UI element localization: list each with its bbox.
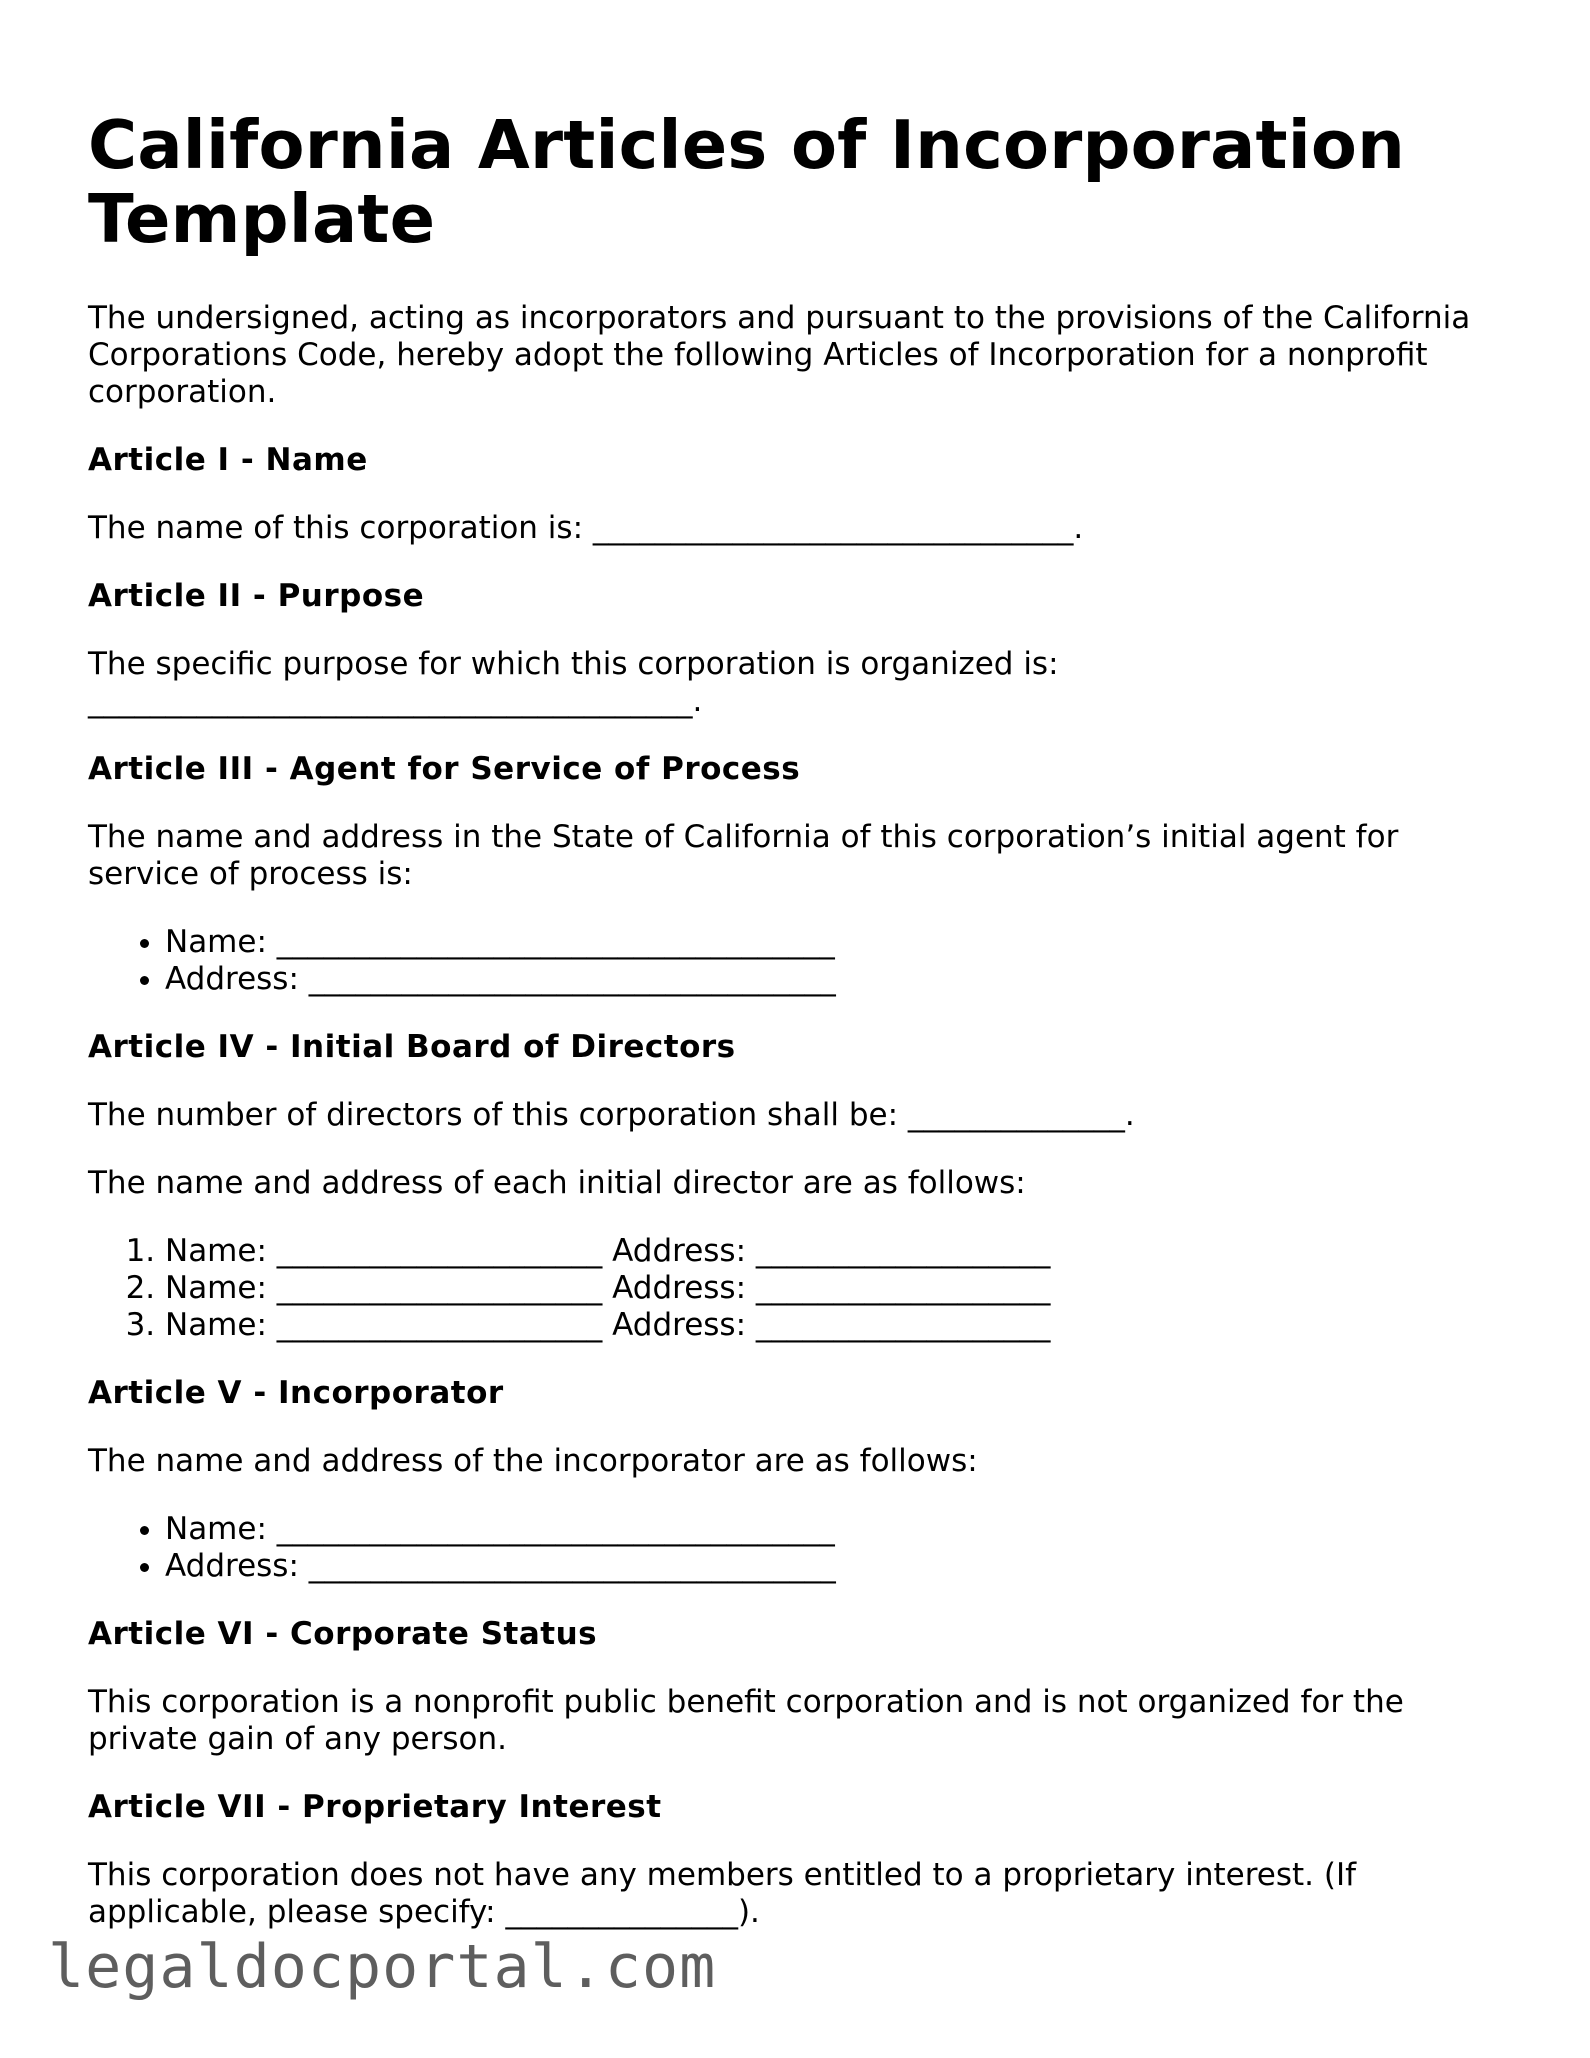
article-2-heading: Article II - Purpose: [88, 578, 425, 614]
article-5-text: The name and address of the incorporator are as follows:: [88, 1443, 978, 1479]
article-1-text: The name of this corporation is: _______________________________.: [88, 510, 1084, 546]
intro-paragraph: The undersigned, acting as incorporators and pursuant to the provisions of the California Corporations Code, hereby adopt the following Articles of Incorporation for a nonprofit corporation.: [88, 300, 1471, 410]
article-3-text: The name and address in the State of California of this corporation’s initial agent for service of process is:: [88, 819, 1399, 892]
article-4-heading: Article IV - Initial Board of Directors: [88, 1029, 736, 1065]
article-3-heading: Article III - Agent for Service of Process: [88, 751, 801, 787]
article-4-text-directors-intro: The name and address of each initial director are as follows:: [88, 1165, 1026, 1201]
list-item: • Name: ____________________________________: [165, 1511, 1508, 1548]
watermark: legaldocportal.com: [48, 1932, 717, 2002]
document-page: [88, 108, 1508, 1962]
article-2-text: The specific purpose for which this corporation is organized is: _______________________________________.: [88, 646, 1059, 719]
article-1-heading: Article I - Name: [88, 442, 368, 478]
article-6-text: This corporation is a nonprofit public benefit corporation and is not organized for the private gain of any person.: [88, 1684, 1404, 1757]
list-item: • Address: __________________________________: [165, 961, 1508, 998]
list-item: • Name: ____________________________________: [165, 924, 1508, 961]
agent-list: [88, 924, 1508, 998]
article-7-heading: Article VII - Proprietary Interest: [88, 1789, 662, 1825]
list-item: • Address: __________________________________: [165, 1548, 1508, 1585]
list-item: 1. Name: _____________________ Address: ___________________: [165, 1233, 1508, 1270]
article-7-text: This corporation does not have any members entitled to a proprietary interest. (If applicable, please specify: _______________).: [88, 1857, 1357, 1930]
list-item: 3. Name: _____________________ Address: ___________________: [165, 1307, 1508, 1344]
page-title: California Articles of Incorporation Template: [88, 106, 1406, 258]
directors-list: [88, 1233, 1508, 1344]
list-item: 2. Name: _____________________ Address: ___________________: [165, 1270, 1508, 1307]
article-6-heading: Article VI - Corporate Status: [88, 1616, 598, 1652]
article-5-heading: Article V - Incorporator: [88, 1375, 504, 1411]
incorporator-list: [88, 1511, 1508, 1585]
article-4-text-directors-count: The number of directors of this corporation shall be: ______________.: [88, 1097, 1135, 1133]
